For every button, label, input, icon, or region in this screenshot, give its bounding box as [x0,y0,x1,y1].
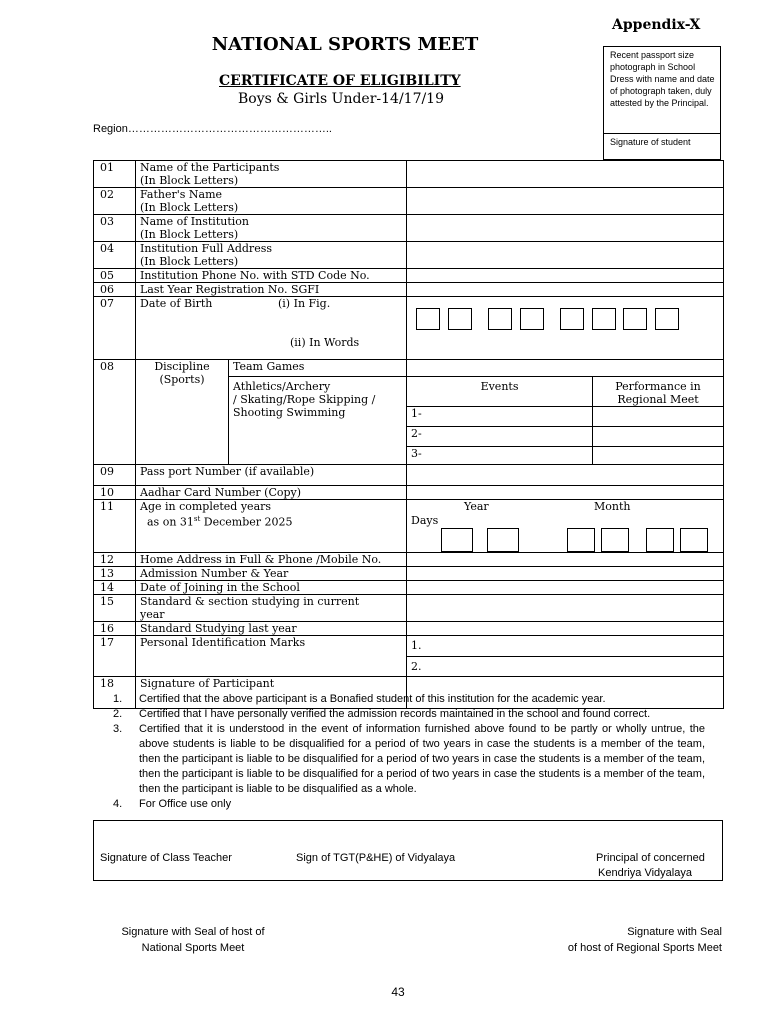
form-row [94,297,724,360]
year-digit-box[interactable] [487,528,519,552]
athletics-label: Athletics/Archery [233,380,331,393]
row-number: 12 [94,553,136,567]
field-label: Institution Full Address [140,242,272,255]
registration-number-input[interactable] [407,283,724,297]
month-digit-box[interactable] [601,528,629,552]
note-item: 2. Certified that I have personally verified the admission records maintained in the school and found correct. [113,708,651,720]
team-games-input[interactable] [407,360,724,377]
event-input[interactable]: 1- [407,407,593,427]
form-row [94,595,724,622]
class-teacher-signature: Signature of Class Teacher [100,852,232,864]
institution-name-input[interactable] [407,215,724,242]
form-row [94,465,724,486]
form-row [94,283,724,297]
national-host-signature: Signature with Seal of host of National Sports Meet [121,926,265,954]
form-row [94,486,724,500]
note-item: 4. For Office use only [113,798,232,810]
row-number: 02 [94,188,136,215]
age-date: as on 31 [147,515,194,529]
region-field[interactable]: Region……………………………………………….. [93,123,332,135]
aadhar-input[interactable] [407,486,724,500]
student-signature-label: Signature of student [604,133,720,150]
form-row [94,567,724,581]
certificate-title: CERTIFICATE OF ELIGIBILITY [219,73,461,89]
photo-instructions: Recent passport size photograph in School Dress with name and date of photograph taken, duly attested by the Principal. [610,50,715,108]
year-label: Year [464,500,489,513]
events-header: Events [407,377,593,407]
institution-phone-input[interactable] [407,269,724,283]
field-sublabel: year [140,608,165,621]
father-name-input[interactable] [407,188,724,215]
form-row [94,242,724,269]
days-label: Days [411,514,439,527]
row-number: 08 [94,360,136,465]
athletics-label: Shooting Swimming [233,406,346,419]
subtitle: Boys & Girls Under-14/17/19 [238,91,445,107]
performance-header: Performance in [615,380,701,393]
principal-signature: Principal of concerned [596,852,705,864]
joining-date-input[interactable] [407,581,724,595]
note-item: 3. Certified that it is understood in the event of information furnished above found to be partly or wholly untrue, the above students is liable to be disqualified for a period of two years in case the students is a member of the team, then the participant is liable to be disqualified for a period of two years in case the students is a member of the team, then the participant is liable to be disqualified for a period of two years in case the students is a member of the team, then the participant is liable to be disqualified as a whole. [113,723,705,795]
month-label: Month [594,500,631,513]
field-label: Date of Joining in the School [136,581,407,595]
dob-digit-box[interactable] [560,308,584,330]
field-label: Aadhar Card Number (Copy) [136,486,407,500]
month-digit-box[interactable] [567,528,595,552]
dob-digit-box[interactable] [655,308,679,330]
row-number: 05 [94,269,136,283]
row-number: 03 [94,215,136,242]
field-label: Signature of Participant [136,677,407,709]
form-row [94,188,724,215]
row-number: 16 [94,622,136,636]
days-digit-box[interactable] [646,528,674,552]
dob-input[interactable] [407,297,724,360]
field-label: Home Address in Full & Phone /Mobile No. [136,553,407,567]
field-label: Pass port Number (if available) [136,465,407,486]
field-label: Name of Institution [140,215,249,228]
dob-digit-box[interactable] [488,308,512,330]
dob-words-label: (ii) In Words [290,336,360,349]
team-games-label: Team Games [229,360,407,377]
form-row [94,215,724,242]
form-row [94,581,724,595]
last-standard-input[interactable] [407,622,724,636]
row-number: 07 [94,297,136,360]
dob-digit-box[interactable] [592,308,616,330]
form-row [94,500,724,553]
athletics-label: / Skating/Rope Skipping / [233,393,376,406]
tgt-signature: Sign of TGT(P&HE) of Vidyalaya [296,852,456,864]
field-label: Last Year Registration No. SGFI [136,283,407,297]
age-label: Age in completed years [140,500,272,513]
page-number: 43 [391,985,405,999]
field-label: Name of the Participants [140,161,280,174]
note-item: 1. Certified that the above participant is a Bonafied student of this institution for the academic year. [113,693,606,705]
appendix-label: Appendix-X [612,17,701,33]
form-row [94,360,724,377]
form-row [94,269,724,283]
dob-digit-box[interactable] [448,308,472,330]
age-input[interactable] [407,500,724,553]
field-sublabel: (In Block Letters) [140,201,239,214]
eligibility-form-table [93,160,724,709]
performance-input[interactable] [593,447,724,465]
mark-input[interactable]: 1. [407,636,724,657]
field-label: Personal Identification Marks [136,636,407,677]
dob-fig-label: (i) In Fig. [278,297,331,310]
participant-name-input[interactable] [407,161,724,188]
home-address-input[interactable] [407,553,724,567]
principal-signature-sub: Kendriya Vidyalaya [598,867,692,879]
form-row [94,553,724,567]
admission-number-input[interactable] [407,567,724,581]
row-number: 13 [94,567,136,581]
institution-address-input[interactable] [407,242,724,269]
row-number: 14 [94,581,136,595]
dob-digit-box[interactable] [520,308,544,330]
age-date-rest: December 2025 [200,515,293,529]
days-digit-box[interactable] [680,528,708,552]
year-digit-box[interactable] [441,528,473,552]
office-signature-box [93,820,723,881]
performance-input[interactable] [593,407,724,427]
field-sublabel: (In Block Letters) [140,228,239,241]
discipline-label: Discipline [154,360,210,373]
dob-digit-box[interactable] [416,308,440,330]
dob-digit-box[interactable] [623,308,647,330]
age-date-sup: st [193,515,201,523]
form-row [94,161,724,188]
photo-box [603,46,721,160]
field-sublabel: (In Block Letters) [140,174,239,187]
row-number: 10 [94,486,136,500]
event-input[interactable]: 3- [407,447,593,465]
performance-input[interactable] [593,427,724,447]
field-label: Standard & section studying in current [140,595,360,608]
row-number: 18 [94,677,136,709]
row-number: 04 [94,242,136,269]
event-input[interactable]: 2- [407,427,593,447]
row-number: 01 [94,161,136,188]
performance-header: Regional Meet [617,393,699,406]
regional-host-signature: Signature with Seal of host of Regional Sports Meet [567,926,722,954]
field-label: Standard Studying last year [136,622,407,636]
field-label: Admission Number & Year [136,567,407,581]
row-number: 15 [94,595,136,622]
field-label: Father's Name [140,188,223,201]
form-row [94,622,724,636]
discipline-sublabel: (Sports) [159,373,205,386]
field-label: Institution Phone No. with STD Code No. [136,269,407,283]
dob-label: Date of Birth [140,297,213,310]
certification-notes [113,692,705,812]
field-sublabel: (In Block Letters) [140,255,239,268]
row-number: 06 [94,283,136,297]
mark-input[interactable]: 2. [407,657,724,677]
row-number: 09 [94,465,136,486]
page-title: NATIONAL SPORTS MEET [211,34,479,55]
passport-input[interactable] [407,465,724,486]
form-row [94,636,724,657]
row-number: 17 [94,636,136,677]
row-number: 11 [94,500,136,553]
current-standard-input[interactable] [407,595,724,622]
